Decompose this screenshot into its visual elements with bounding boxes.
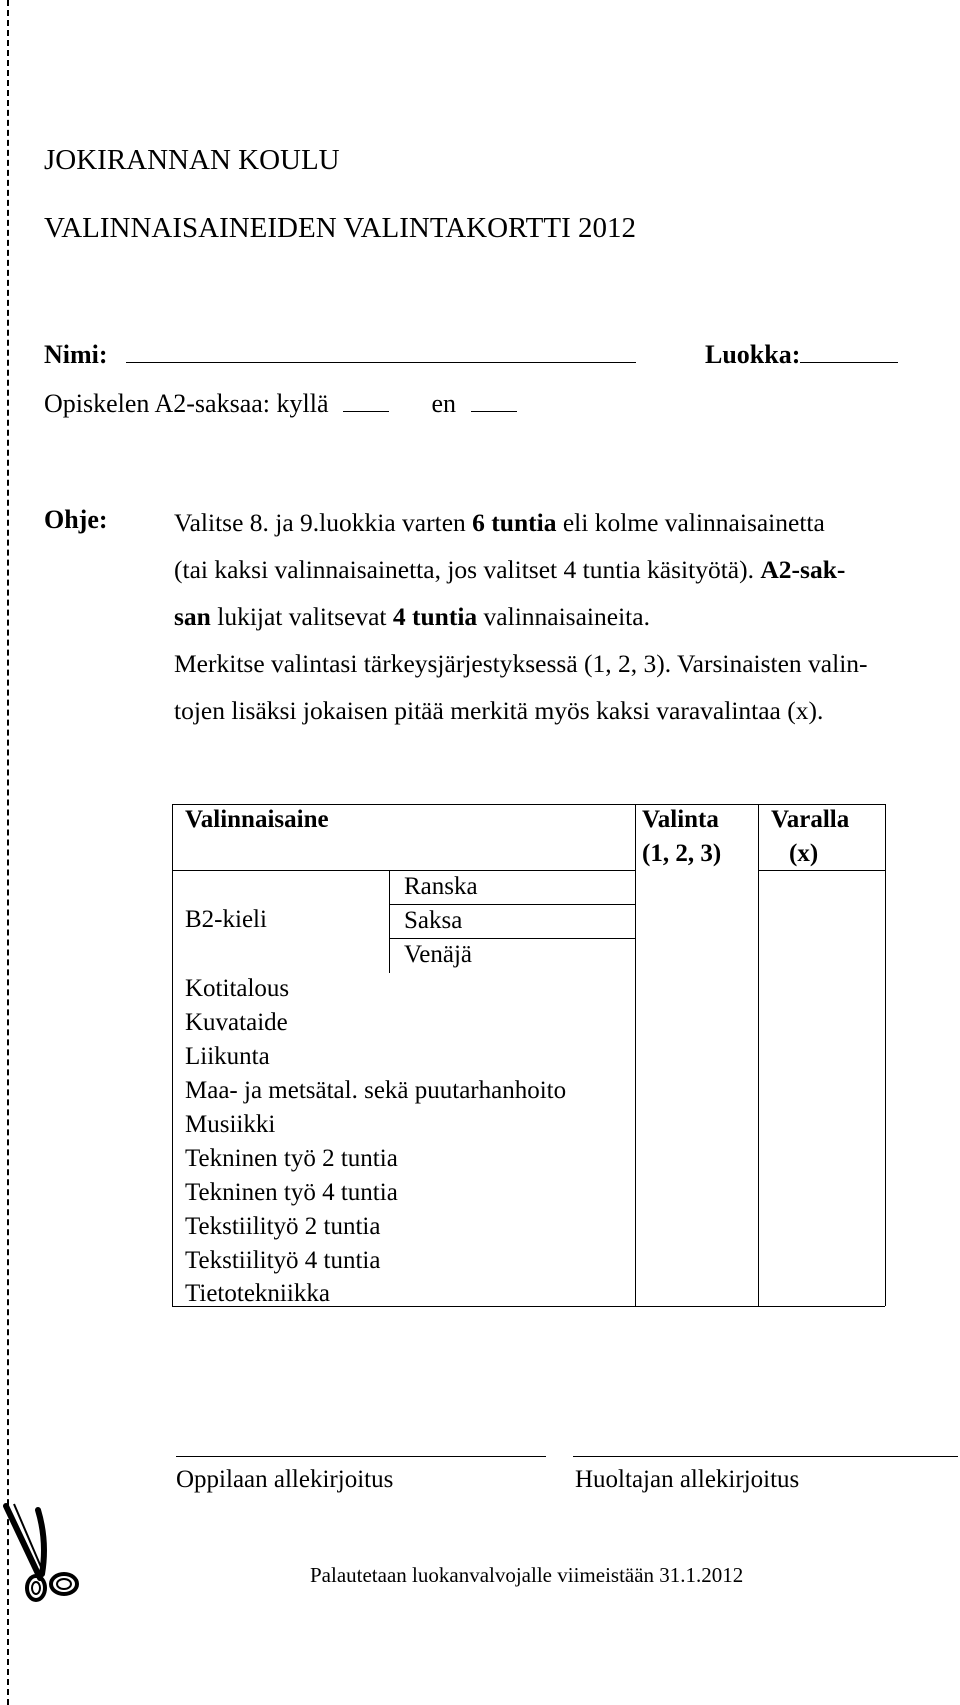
instr-text: valinnaisaineita.	[477, 602, 650, 631]
school-name: JOKIRANNAN KOULU	[44, 144, 340, 176]
a2-label: Opiskelen A2-saksaa: kyllä	[44, 389, 329, 418]
instructions-label: Ohje:	[44, 505, 108, 534]
reserve-header: Varalla	[771, 806, 850, 833]
subject-row: Maa- ja metsätal. sekä puutarhanhoito	[185, 1077, 567, 1104]
class-label: Luokka:	[705, 340, 801, 369]
instr-bold: san	[174, 602, 211, 631]
subject-row: Liikunta	[185, 1043, 270, 1070]
instr-text: lukijat valitsevat	[210, 602, 393, 631]
choice-header: Valinta	[642, 806, 719, 833]
instr-text: Merkitse valintasi tärkeysjärjestyksessä (1, 2, 3). Varsinaisten valin-	[174, 649, 868, 678]
subject-row: Kuvataide	[185, 1009, 288, 1036]
reserve-column[interactable]	[760, 872, 884, 1305]
scissors-icon	[0, 1500, 90, 1610]
subject-row: Tekstiilityö 2 tuntia	[185, 1213, 381, 1240]
footer-note: Palautetaan luokanvalvojalle viimeistään 31.1.2012	[310, 1563, 744, 1587]
subject-row: Musiikki	[185, 1111, 276, 1138]
class-row	[705, 340, 898, 370]
reserve-header-sub: (x)	[789, 840, 819, 867]
name-label: Nimi:	[44, 340, 108, 369]
guardian-signature-label: Huoltajan allekirjoitus	[575, 1466, 800, 1493]
choice-column[interactable]	[637, 872, 757, 1305]
instructions-text	[174, 499, 934, 734]
a2-yes-field[interactable]	[343, 389, 389, 412]
language-row: Ranska	[404, 873, 478, 900]
subject-header: Valinnaisaine	[185, 806, 329, 833]
instr-bold: A2-sak-	[760, 555, 846, 584]
name-field[interactable]	[126, 340, 636, 363]
instr-text: tojen lisäksi jokaisen pitää merkitä myös kaksi varavalintaa (x).	[174, 696, 824, 725]
student-signature-line[interactable]	[176, 1456, 546, 1457]
language-row: Venäjä	[404, 941, 473, 968]
subject-row: Tekninen työ 4 tuntia	[185, 1179, 398, 1206]
instr-bold: 4 tuntia	[392, 602, 478, 631]
subject-row: Tekninen työ 2 tuntia	[185, 1145, 398, 1172]
student-signature-label: Oppilaan allekirjoitus	[176, 1466, 394, 1493]
class-field[interactable]	[800, 340, 898, 363]
instr-bold: 6 tuntia	[472, 508, 557, 537]
form-title: VALINNAISAINEIDEN VALINTAKORTTI 2012	[44, 212, 636, 244]
a2-no-field[interactable]	[471, 389, 517, 412]
a2-row	[44, 389, 517, 419]
name-row	[44, 340, 636, 370]
choice-header-sub: (1, 2, 3)	[642, 840, 722, 867]
language-row: Saksa	[404, 907, 463, 934]
subject-row: Tietotekniikka	[185, 1280, 330, 1307]
guardian-signature-line[interactable]	[573, 1456, 958, 1457]
cut-line	[7, 0, 9, 1705]
instr-text: (tai kaksi valinnaisainetta, jos valitset 4 tuntia käsityötä).	[174, 555, 761, 584]
b2-label: B2-kieli	[185, 906, 267, 933]
subject-row: Tekstiilityö 4 tuntia	[185, 1247, 381, 1274]
subject-row: Kotitalous	[185, 975, 290, 1002]
instr-text: eli kolme valinnaisainetta	[556, 508, 825, 537]
a2-no-label: en	[431, 389, 457, 418]
instr-text: Valitse 8. ja 9.luokkia varten	[174, 508, 473, 537]
